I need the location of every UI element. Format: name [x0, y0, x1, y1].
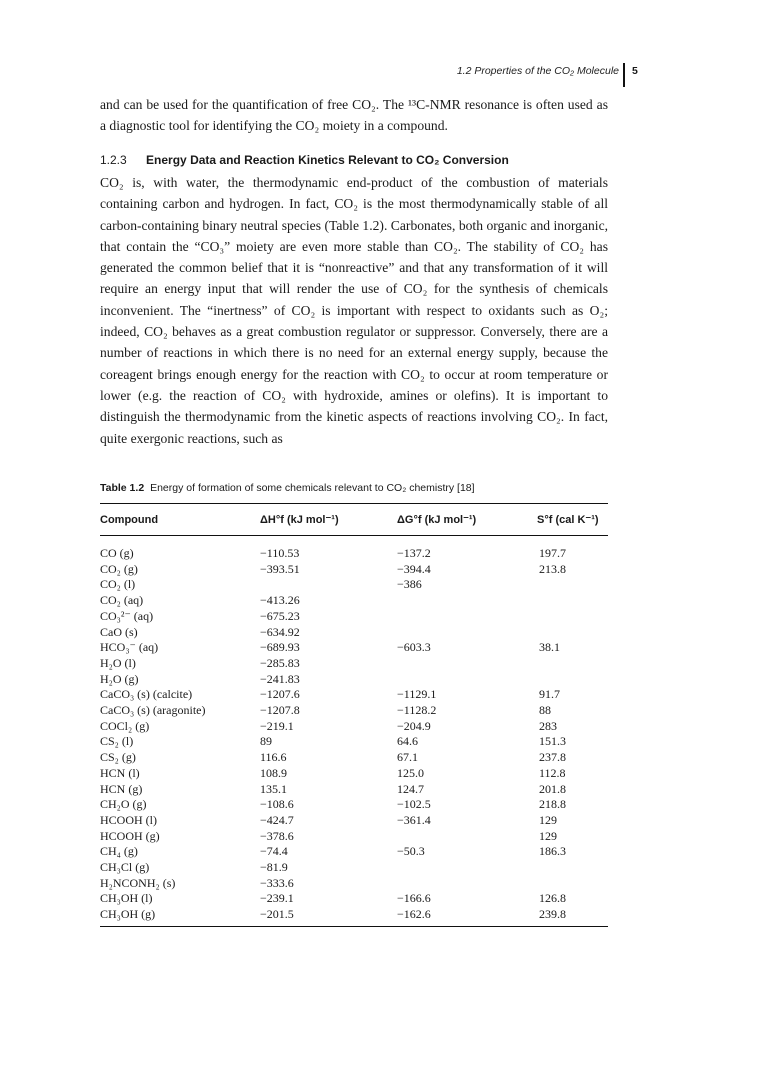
cell-entropy: 201.8: [539, 781, 566, 796]
cell-entropy: 237.8: [539, 750, 566, 765]
cell-entropy: 186.3: [539, 844, 566, 859]
cell-enthalpy: −413.26: [260, 593, 300, 608]
cell-gibbs: 125.0: [397, 765, 424, 780]
cell-entropy: 197.7: [539, 546, 566, 560]
cell-entropy: [537, 625, 608, 641]
section-number: 1.2.3: [100, 153, 127, 167]
table-row: [100, 719, 608, 735]
cell-enthalpy: [260, 577, 397, 593]
cell-compound: HCN (l): [100, 765, 140, 780]
table-caption-text: Energy of formation of some chemicals relevant to CO₂ chemistry [18]: [150, 482, 475, 494]
cell-entropy: 88: [539, 703, 551, 718]
cell-enthalpy: −424.7: [260, 812, 294, 827]
table-row: [100, 593, 608, 609]
table-row: [100, 687, 608, 703]
table-row: [100, 782, 608, 798]
cell-entropy: 218.8: [539, 797, 566, 812]
cell-entropy: 91.7: [539, 687, 560, 702]
energy-table: [100, 503, 608, 927]
running-title: 1.2 Properties of the CO₂ Molecule: [456, 65, 619, 77]
cell-entropy: 239.8: [539, 907, 566, 922]
header-divider: [623, 63, 625, 87]
cell-compound: CO (g): [100, 546, 134, 560]
cell-gibbs: −1128.2: [397, 703, 437, 718]
cell-entropy: 151.3: [539, 734, 566, 749]
cell-gibbs: 64.6: [397, 734, 418, 749]
cell-enthalpy: −378.6: [260, 828, 294, 843]
cell-compound: CH₃OH (l): [100, 891, 153, 906]
table-row: [100, 766, 608, 782]
cell-gibbs: −50.3: [397, 844, 425, 859]
cell-enthalpy: −108.6: [260, 797, 294, 812]
cell-enthalpy: −241.83: [260, 671, 300, 686]
cell-compound: CH₃OH (g): [100, 907, 156, 922]
table-row: [100, 625, 608, 641]
cell-gibbs: −102.5: [397, 797, 431, 812]
cell-entropy: [537, 593, 608, 609]
cell-enthalpy: −285.83: [260, 655, 300, 670]
cell-compound: CO₃²⁻ (aq): [100, 608, 154, 623]
header-entropy: S°f (cal K⁻¹): [537, 514, 599, 526]
section-title: Energy Data and Reaction Kinetics Relevant to CO₂ Conversion: [146, 153, 509, 167]
table-row: [100, 562, 608, 578]
cell-entropy: 283: [539, 718, 557, 733]
cell-gibbs: −603.3: [397, 640, 431, 655]
cell-gibbs: −137.2: [397, 546, 431, 560]
cell-enthalpy: −201.5: [260, 907, 294, 922]
cell-gibbs: [397, 876, 537, 892]
cell-enthalpy: 108.9: [260, 765, 287, 780]
cell-compound: CH₄ (g): [100, 844, 138, 859]
cell-enthalpy: −239.1: [260, 891, 294, 906]
cell-compound: H₂O (g): [100, 671, 139, 686]
table-row: [100, 536, 608, 562]
cell-enthalpy: 135.1: [260, 781, 287, 796]
cell-compound: CS₂ (l): [100, 734, 134, 749]
cell-entropy: [537, 609, 608, 625]
table-caption: [100, 482, 475, 494]
header-compound: Compound: [100, 513, 159, 526]
cell-compound: H₂O (l): [100, 655, 136, 670]
table-row: [100, 829, 608, 845]
table-row: [100, 703, 608, 719]
cell-entropy: 213.8: [539, 561, 566, 576]
cell-entropy: 112.8: [539, 765, 566, 780]
cell-gibbs: −386: [397, 577, 422, 592]
table-row: [100, 640, 608, 656]
page-number: 5: [632, 65, 638, 77]
cell-gibbs: −166.6: [397, 891, 431, 906]
paragraph-intro: and can be used for the quantification of free CO₂. The ¹³C-NMR resonance is often used as a diagnostic tool for identifying the CO₂ moiety in a compound.: [100, 97, 608, 134]
table-caption-label: Table 1.2: [100, 482, 145, 494]
table-row: [100, 813, 608, 829]
cell-entropy: [537, 876, 608, 892]
cell-gibbs: [397, 593, 537, 609]
table-row: [100, 734, 608, 750]
table-row: [100, 672, 608, 688]
table-header-row: [100, 504, 608, 536]
cell-enthalpy: −81.9: [260, 860, 288, 875]
cell-gibbs: 124.7: [397, 781, 424, 796]
cell-compound: CaCO₃ (s) (aragonite): [100, 703, 206, 718]
cell-enthalpy: −1207.8: [260, 703, 300, 718]
table-header: [100, 504, 608, 536]
cell-compound: CaO (s): [100, 624, 138, 639]
cell-entropy: [537, 577, 608, 593]
cell-compound: CO₂ (l): [100, 577, 136, 592]
cell-compound: CH₃Cl (g): [100, 860, 150, 875]
cell-compound: CO₂ (aq): [100, 593, 144, 608]
cell-enthalpy: −219.1: [260, 718, 294, 733]
cell-gibbs: [397, 672, 537, 688]
cell-entropy: [537, 672, 608, 688]
cell-enthalpy: −689.93: [260, 640, 300, 655]
table-row: [100, 876, 608, 892]
cell-compound: CH₂O (g): [100, 797, 147, 812]
cell-compound: HCOOH (g): [100, 828, 160, 843]
cell-enthalpy: −110.53: [260, 546, 300, 560]
table-row: [100, 609, 608, 625]
cell-entropy: 129: [539, 812, 557, 827]
cell-compound: H₂NCONH₂ (s): [100, 875, 176, 890]
cell-entropy: [537, 656, 608, 672]
cell-gibbs: −204.9: [397, 718, 431, 733]
cell-compound: COCl₂ (g): [100, 718, 150, 733]
cell-enthalpy: −634.92: [260, 624, 300, 639]
cell-gibbs: 67.1: [397, 750, 418, 765]
cell-compound: CaCO₃ (s) (calcite): [100, 687, 193, 702]
cell-gibbs: −1129.1: [397, 687, 437, 702]
cell-enthalpy: −393.51: [260, 561, 300, 576]
cell-compound: HCOOH (l): [100, 812, 157, 827]
cell-entropy: 129: [539, 828, 557, 843]
cell-compound: HCN (g): [100, 781, 143, 796]
table-row: [100, 891, 608, 907]
cell-gibbs: [397, 625, 537, 641]
cell-compound: CS₂ (g): [100, 750, 136, 765]
table-row: [100, 860, 608, 876]
table-row: [100, 750, 608, 766]
cell-enthalpy: −74.4: [260, 844, 288, 859]
table-body: [100, 536, 608, 927]
cell-compound: HCO₃⁻ (aq): [100, 640, 159, 655]
table-row: [100, 907, 608, 926]
paragraph-energy-data: CO₂ is, with water, the thermodynamic end-product of the combustion of materials containing carbon and hydrogen. In fact, CO₂ is the most thermodynamically stable of all carbon-containing binary neutral species (Table 1.2). Carbonates, both organic and inorganic, that contain the “CO₃” moiety are even more stable than CO₂. The stability of CO₂ has generated the common belief that it is “nonreactive” and that any transformation of it will require an energy input that will render the use of CO₂ for the synthesis of chemicals inconvenient. The “inertness” of CO₂ is important with respect to oxidants such as O₂; indeed, CO₂ behaves as a great combustion regulator or suppressor. Conversely, there are a number of reactions in which there is no need for an external energy supply, because the coreagent brings enough energy for the reaction with CO₂ to occur at room temperature or lower (e.g. the reaction of CO₂ with hydroxide, amines or olefins). It is important to distinguish the thermodynamic from the kinetic aspects of reactions involving CO₂. In fact, quite exergonic reactions, such as: [100, 175, 608, 446]
cell-enthalpy: −675.23: [260, 608, 300, 623]
cell-compound: CO₂ (g): [100, 561, 138, 576]
table-row: [100, 656, 608, 672]
cell-gibbs: [397, 656, 537, 672]
section-heading: [100, 153, 620, 167]
cell-gibbs: [397, 829, 537, 845]
cell-enthalpy: 116.6: [260, 750, 287, 765]
cell-entropy: [537, 860, 608, 876]
table-row: [100, 577, 608, 593]
cell-gibbs: −162.6: [397, 907, 431, 922]
page-header: [0, 63, 771, 89]
cell-enthalpy: −1207.6: [260, 687, 300, 702]
table-row: [100, 797, 608, 813]
header-gibbs: ΔG°f (kJ mol⁻¹): [397, 514, 477, 526]
cell-entropy: 38.1: [539, 640, 560, 655]
cell-enthalpy: −333.6: [260, 875, 294, 890]
cell-entropy: 126.8: [539, 891, 566, 906]
cell-gibbs: −394.4: [397, 561, 431, 576]
cell-enthalpy: 89: [260, 734, 272, 749]
header-enthalpy: ΔH°f (kJ mol⁻¹): [260, 514, 339, 526]
cell-gibbs: [397, 860, 537, 876]
cell-gibbs: −361.4: [397, 812, 431, 827]
table-row: [100, 844, 608, 860]
cell-gibbs: [397, 609, 537, 625]
